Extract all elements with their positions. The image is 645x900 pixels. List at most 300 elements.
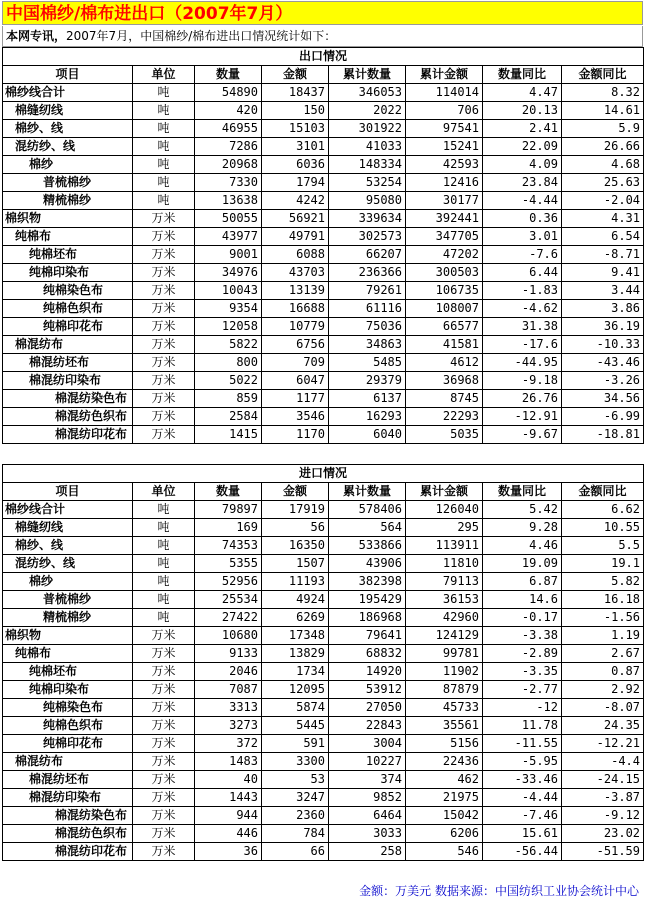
row-amount: 53 — [262, 771, 329, 789]
row-quantity-yoy: -5.95 — [483, 753, 562, 771]
row-unit: 万米 — [133, 408, 195, 426]
row-name: 普梳棉纱 — [3, 174, 133, 192]
row-unit: 万米 — [133, 681, 195, 699]
row-name: 棉混纺印花布 — [3, 843, 133, 861]
row-name: 棉混纺染色布 — [3, 807, 133, 825]
column-header: 项目 — [3, 66, 133, 84]
column-header: 累计数量 — [329, 483, 406, 501]
row-cumulative-quantity: 29379 — [329, 372, 406, 390]
row-amount: 6088 — [262, 246, 329, 264]
row-unit: 吨 — [133, 591, 195, 609]
row-quantity-yoy: 4.09 — [483, 156, 562, 174]
row-unit: 万米 — [133, 807, 195, 825]
table-row — [3, 789, 644, 807]
table-row — [3, 300, 644, 318]
row-cumulative-quantity: 236366 — [329, 264, 406, 282]
row-cumulative-amount: 392441 — [406, 210, 483, 228]
table-row — [3, 336, 644, 354]
column-header: 金额同比 — [562, 483, 644, 501]
row-quantity: 5355 — [195, 555, 262, 573]
column-header: 单位 — [133, 483, 195, 501]
row-quantity-yoy: 4.46 — [483, 537, 562, 555]
row-cumulative-quantity: 43906 — [329, 555, 406, 573]
import-section-title: 进口情况 — [3, 465, 644, 483]
row-cumulative-quantity: 53254 — [329, 174, 406, 192]
row-quantity-yoy: 19.09 — [483, 555, 562, 573]
row-amount: 17348 — [262, 627, 329, 645]
row-name: 棉混纺坯布 — [3, 771, 133, 789]
export-header-row — [3, 66, 644, 84]
row-unit: 万米 — [133, 282, 195, 300]
row-cumulative-quantity: 339634 — [329, 210, 406, 228]
row-cumulative-quantity: 68832 — [329, 645, 406, 663]
table-row — [3, 246, 644, 264]
row-cumulative-amount: 4612 — [406, 354, 483, 372]
row-cumulative-quantity: 22843 — [329, 717, 406, 735]
row-cumulative-amount: 97541 — [406, 120, 483, 138]
row-name: 纯棉色织布 — [3, 300, 133, 318]
row-amount-yoy: 2.67 — [562, 645, 644, 663]
row-unit: 万米 — [133, 771, 195, 789]
row-quantity-yoy: 9.28 — [483, 519, 562, 537]
row-unit: 万米 — [133, 663, 195, 681]
row-cumulative-quantity: 578406 — [329, 501, 406, 519]
row-name: 纯棉色织布 — [3, 717, 133, 735]
row-cumulative-quantity: 533866 — [329, 537, 406, 555]
row-cumulative-quantity: 61116 — [329, 300, 406, 318]
row-unit: 万米 — [133, 789, 195, 807]
row-cumulative-quantity: 346053 — [329, 84, 406, 102]
row-quantity: 27422 — [195, 609, 262, 627]
row-quantity: 420 — [195, 102, 262, 120]
row-unit: 万米 — [133, 426, 195, 444]
table-row — [3, 825, 644, 843]
row-amount: 6269 — [262, 609, 329, 627]
row-cumulative-quantity: 382398 — [329, 573, 406, 591]
table-row — [3, 156, 644, 174]
row-quantity: 40 — [195, 771, 262, 789]
row-name: 棉混纺色织布 — [3, 408, 133, 426]
row-amount: 18437 — [262, 84, 329, 102]
import-section-row — [3, 465, 644, 483]
row-amount: 784 — [262, 825, 329, 843]
row-cumulative-amount: 114014 — [406, 84, 483, 102]
footer-note: 金额：万美元 数据来源：中国纺织工业协会统计中心 — [359, 884, 639, 898]
table-row — [3, 84, 644, 102]
row-unit: 吨 — [133, 609, 195, 627]
row-name: 纯棉染色布 — [3, 282, 133, 300]
row-name: 纯棉染色布 — [3, 699, 133, 717]
row-amount: 591 — [262, 735, 329, 753]
row-amount: 49791 — [262, 228, 329, 246]
row-cumulative-quantity: 10227 — [329, 753, 406, 771]
row-quantity-yoy: 6.87 — [483, 573, 562, 591]
row-name: 纯棉布 — [3, 228, 133, 246]
row-quantity-yoy: -2.89 — [483, 645, 562, 663]
row-cumulative-quantity: 95080 — [329, 192, 406, 210]
row-amount-yoy: -6.99 — [562, 408, 644, 426]
row-cumulative-amount: 41581 — [406, 336, 483, 354]
row-name: 棉混纺印染布 — [3, 372, 133, 390]
row-amount: 16688 — [262, 300, 329, 318]
row-quantity: 36 — [195, 843, 262, 861]
row-amount-yoy: 2.92 — [562, 681, 644, 699]
row-quantity: 5022 — [195, 372, 262, 390]
row-quantity-yoy: -9.67 — [483, 426, 562, 444]
row-quantity: 1483 — [195, 753, 262, 771]
row-amount: 1734 — [262, 663, 329, 681]
row-amount-yoy: 4.31 — [562, 210, 644, 228]
row-cumulative-amount: 5035 — [406, 426, 483, 444]
row-amount: 3247 — [262, 789, 329, 807]
row-amount: 150 — [262, 102, 329, 120]
row-cumulative-quantity: 3004 — [329, 735, 406, 753]
row-unit: 万米 — [133, 246, 195, 264]
row-quantity: 74353 — [195, 537, 262, 555]
row-quantity: 9001 — [195, 246, 262, 264]
row-cumulative-amount: 35561 — [406, 717, 483, 735]
table-row — [3, 408, 644, 426]
table-row — [3, 807, 644, 825]
row-cumulative-amount: 15241 — [406, 138, 483, 156]
row-unit: 万米 — [133, 228, 195, 246]
row-name: 棉纱 — [3, 573, 133, 591]
row-name: 精梳棉纱 — [3, 609, 133, 627]
table-row — [3, 699, 644, 717]
row-amount: 6047 — [262, 372, 329, 390]
row-unit: 万米 — [133, 753, 195, 771]
row-amount-yoy: -18.81 — [562, 426, 644, 444]
table-row — [3, 390, 644, 408]
table-row — [3, 210, 644, 228]
row-quantity-yoy: 26.76 — [483, 390, 562, 408]
row-cumulative-amount: 106735 — [406, 282, 483, 300]
table-row — [3, 318, 644, 336]
row-cumulative-amount: 5156 — [406, 735, 483, 753]
row-quantity-yoy: 11.78 — [483, 717, 562, 735]
row-amount-yoy: -9.12 — [562, 807, 644, 825]
table-row — [3, 681, 644, 699]
row-amount-yoy: -8.71 — [562, 246, 644, 264]
row-quantity: 9354 — [195, 300, 262, 318]
row-quantity: 7330 — [195, 174, 262, 192]
row-amount: 6036 — [262, 156, 329, 174]
row-quantity-yoy: -7.46 — [483, 807, 562, 825]
row-unit: 吨 — [133, 84, 195, 102]
table-row — [3, 663, 644, 681]
row-unit: 吨 — [133, 102, 195, 120]
row-quantity: 20968 — [195, 156, 262, 174]
row-name: 棉混纺色织布 — [3, 825, 133, 843]
row-amount-yoy: 1.19 — [562, 627, 644, 645]
row-name: 棉纱线合计 — [3, 84, 133, 102]
row-cumulative-amount: 30177 — [406, 192, 483, 210]
column-header: 累计金额 — [406, 483, 483, 501]
row-name: 混纺纱、线 — [3, 555, 133, 573]
row-amount-yoy: 3.44 — [562, 282, 644, 300]
row-name: 棉混纺印染布 — [3, 789, 133, 807]
row-cumulative-quantity: 195429 — [329, 591, 406, 609]
row-quantity-yoy: 23.84 — [483, 174, 562, 192]
row-quantity-yoy: -0.17 — [483, 609, 562, 627]
table-row — [3, 627, 644, 645]
row-amount-yoy: 19.1 — [562, 555, 644, 573]
row-name: 棉织物 — [3, 210, 133, 228]
row-amount: 4924 — [262, 591, 329, 609]
row-name: 棉纱线合计 — [3, 501, 133, 519]
column-header: 累计数量 — [329, 66, 406, 84]
row-cumulative-quantity: 75036 — [329, 318, 406, 336]
row-amount: 3300 — [262, 753, 329, 771]
row-quantity: 50055 — [195, 210, 262, 228]
row-cumulative-quantity: 9852 — [329, 789, 406, 807]
row-cumulative-quantity: 258 — [329, 843, 406, 861]
row-amount: 17919 — [262, 501, 329, 519]
row-amount-yoy: 6.54 — [562, 228, 644, 246]
row-cumulative-amount: 108007 — [406, 300, 483, 318]
row-amount-yoy: 36.19 — [562, 318, 644, 336]
row-quantity-yoy: -17.6 — [483, 336, 562, 354]
row-amount-yoy: 0.87 — [562, 663, 644, 681]
row-amount-yoy: 3.86 — [562, 300, 644, 318]
row-unit: 万米 — [133, 843, 195, 861]
row-cumulative-amount: 462 — [406, 771, 483, 789]
table-row — [3, 735, 644, 753]
row-amount-yoy: 14.61 — [562, 102, 644, 120]
row-name: 棉缝纫线 — [3, 519, 133, 537]
row-amount: 1794 — [262, 174, 329, 192]
row-unit: 万米 — [133, 354, 195, 372]
table-row — [3, 591, 644, 609]
row-quantity-yoy: -12.91 — [483, 408, 562, 426]
row-cumulative-amount: 8745 — [406, 390, 483, 408]
row-quantity-yoy: 20.13 — [483, 102, 562, 120]
row-cumulative-quantity: 41033 — [329, 138, 406, 156]
row-amount: 12095 — [262, 681, 329, 699]
row-unit: 万米 — [133, 645, 195, 663]
table-row — [3, 264, 644, 282]
row-cumulative-amount: 546 — [406, 843, 483, 861]
row-amount-yoy: 25.63 — [562, 174, 644, 192]
row-name: 棉缝纫线 — [3, 102, 133, 120]
row-unit: 万米 — [133, 390, 195, 408]
row-quantity: 54890 — [195, 84, 262, 102]
row-quantity: 10680 — [195, 627, 262, 645]
row-quantity-yoy: 0.36 — [483, 210, 562, 228]
export-section-title: 出口情况 — [3, 48, 644, 66]
row-quantity-yoy: -2.77 — [483, 681, 562, 699]
row-cumulative-quantity: 6464 — [329, 807, 406, 825]
table-row — [3, 519, 644, 537]
row-quantity: 169 — [195, 519, 262, 537]
row-cumulative-amount: 22293 — [406, 408, 483, 426]
table-row — [3, 537, 644, 555]
row-quantity-yoy: -4.44 — [483, 192, 562, 210]
row-amount-yoy: -4.4 — [562, 753, 644, 771]
row-cumulative-amount: 126040 — [406, 501, 483, 519]
row-amount-yoy: 9.41 — [562, 264, 644, 282]
row-amount: 709 — [262, 354, 329, 372]
row-unit: 吨 — [133, 501, 195, 519]
intro-line — [2, 26, 643, 47]
row-unit: 吨 — [133, 555, 195, 573]
row-cumulative-amount: 300503 — [406, 264, 483, 282]
row-quantity-yoy: -12 — [483, 699, 562, 717]
row-name: 普梳棉纱 — [3, 591, 133, 609]
row-name: 精梳棉纱 — [3, 192, 133, 210]
row-cumulative-amount: 87879 — [406, 681, 483, 699]
table-row — [3, 843, 644, 861]
intro-lead: 本网专讯， — [6, 29, 67, 43]
row-cumulative-quantity: 6137 — [329, 390, 406, 408]
table-row — [3, 192, 644, 210]
row-name: 纯棉印染布 — [3, 681, 133, 699]
table-row — [3, 354, 644, 372]
row-amount-yoy: 5.82 — [562, 573, 644, 591]
row-quantity-yoy: -4.62 — [483, 300, 562, 318]
row-quantity-yoy: -9.18 — [483, 372, 562, 390]
row-unit: 吨 — [133, 573, 195, 591]
row-amount-yoy: -1.56 — [562, 609, 644, 627]
row-cumulative-amount: 12416 — [406, 174, 483, 192]
row-quantity-yoy: -44.95 — [483, 354, 562, 372]
row-amount: 3546 — [262, 408, 329, 426]
intro-text: 2007年7月，中国棉纱/棉布进出口情况统计如下： — [66, 29, 337, 43]
column-header: 数量同比 — [483, 66, 562, 84]
row-cumulative-amount: 36968 — [406, 372, 483, 390]
row-quantity: 3313 — [195, 699, 262, 717]
row-cumulative-quantity: 2022 — [329, 102, 406, 120]
row-unit: 吨 — [133, 192, 195, 210]
row-cumulative-quantity: 3033 — [329, 825, 406, 843]
row-amount-yoy: 4.68 — [562, 156, 644, 174]
row-quantity-yoy: -56.44 — [483, 843, 562, 861]
row-quantity: 800 — [195, 354, 262, 372]
row-unit: 吨 — [133, 537, 195, 555]
row-amount: 2360 — [262, 807, 329, 825]
row-amount-yoy: 5.5 — [562, 537, 644, 555]
row-amount-yoy: 26.66 — [562, 138, 644, 156]
row-cumulative-amount: 66577 — [406, 318, 483, 336]
row-amount: 15103 — [262, 120, 329, 138]
row-amount-yoy: 34.56 — [562, 390, 644, 408]
row-amount: 10779 — [262, 318, 329, 336]
row-amount-yoy: -51.59 — [562, 843, 644, 861]
row-cumulative-amount: 347705 — [406, 228, 483, 246]
row-cumulative-amount: 42960 — [406, 609, 483, 627]
row-amount: 1170 — [262, 426, 329, 444]
export-table — [2, 47, 644, 444]
row-unit: 万米 — [133, 264, 195, 282]
row-amount-yoy: -8.07 — [562, 699, 644, 717]
table-row — [3, 228, 644, 246]
row-unit: 万米 — [133, 627, 195, 645]
row-quantity: 9133 — [195, 645, 262, 663]
row-amount-yoy: -12.21 — [562, 735, 644, 753]
row-cumulative-quantity: 14920 — [329, 663, 406, 681]
row-cumulative-amount: 42593 — [406, 156, 483, 174]
row-unit: 吨 — [133, 519, 195, 537]
row-cumulative-amount: 47202 — [406, 246, 483, 264]
column-header: 项目 — [3, 483, 133, 501]
row-name: 棉混纺印花布 — [3, 426, 133, 444]
table-row — [3, 645, 644, 663]
row-unit: 万米 — [133, 735, 195, 753]
row-cumulative-amount: 36153 — [406, 591, 483, 609]
row-name: 纯棉印花布 — [3, 735, 133, 753]
row-quantity: 944 — [195, 807, 262, 825]
column-header: 金额同比 — [562, 66, 644, 84]
row-amount-yoy: -3.26 — [562, 372, 644, 390]
row-quantity-yoy: 6.44 — [483, 264, 562, 282]
row-quantity-yoy: 2.41 — [483, 120, 562, 138]
row-cumulative-quantity: 16293 — [329, 408, 406, 426]
row-unit: 万米 — [133, 300, 195, 318]
row-name: 棉混纺坯布 — [3, 354, 133, 372]
row-quantity-yoy: 4.47 — [483, 84, 562, 102]
table-row — [3, 102, 644, 120]
row-quantity-yoy: 15.61 — [483, 825, 562, 843]
row-name: 棉织物 — [3, 627, 133, 645]
row-cumulative-amount: 99781 — [406, 645, 483, 663]
row-unit: 万米 — [133, 318, 195, 336]
table-row — [3, 609, 644, 627]
row-name: 纯棉印花布 — [3, 318, 133, 336]
row-cumulative-quantity: 301922 — [329, 120, 406, 138]
row-amount: 5874 — [262, 699, 329, 717]
row-cumulative-quantity: 66207 — [329, 246, 406, 264]
row-quantity: 52956 — [195, 573, 262, 591]
row-quantity: 1443 — [195, 789, 262, 807]
table-row — [3, 138, 644, 156]
row-cumulative-quantity: 79641 — [329, 627, 406, 645]
row-unit: 万米 — [133, 717, 195, 735]
table-row — [3, 501, 644, 519]
row-name: 混纺纱、线 — [3, 138, 133, 156]
row-quantity-yoy: -4.44 — [483, 789, 562, 807]
row-unit: 万米 — [133, 699, 195, 717]
row-cumulative-quantity: 186968 — [329, 609, 406, 627]
row-cumulative-quantity: 374 — [329, 771, 406, 789]
table-row — [3, 174, 644, 192]
row-cumulative-amount: 79113 — [406, 573, 483, 591]
import-header-row — [3, 483, 644, 501]
row-quantity-yoy: 5.42 — [483, 501, 562, 519]
row-cumulative-quantity: 27050 — [329, 699, 406, 717]
row-amount-yoy: -3.87 — [562, 789, 644, 807]
row-quantity: 34976 — [195, 264, 262, 282]
row-quantity-yoy: 31.38 — [483, 318, 562, 336]
row-quantity-yoy: -33.46 — [483, 771, 562, 789]
row-amount: 43703 — [262, 264, 329, 282]
row-cumulative-quantity: 6040 — [329, 426, 406, 444]
row-quantity-yoy: -3.35 — [483, 663, 562, 681]
row-amount-yoy: 6.62 — [562, 501, 644, 519]
row-amount: 13829 — [262, 645, 329, 663]
row-cumulative-amount: 15042 — [406, 807, 483, 825]
row-name: 棉混纺染色布 — [3, 390, 133, 408]
row-name: 纯棉印染布 — [3, 264, 133, 282]
row-amount: 1177 — [262, 390, 329, 408]
row-amount-yoy: -24.15 — [562, 771, 644, 789]
row-amount: 56921 — [262, 210, 329, 228]
row-amount-yoy: 23.02 — [562, 825, 644, 843]
row-name: 棉纱、线 — [3, 120, 133, 138]
row-quantity-yoy: -11.55 — [483, 735, 562, 753]
row-name: 纯棉坯布 — [3, 663, 133, 681]
row-unit: 万米 — [133, 336, 195, 354]
column-header: 数量 — [195, 66, 262, 84]
